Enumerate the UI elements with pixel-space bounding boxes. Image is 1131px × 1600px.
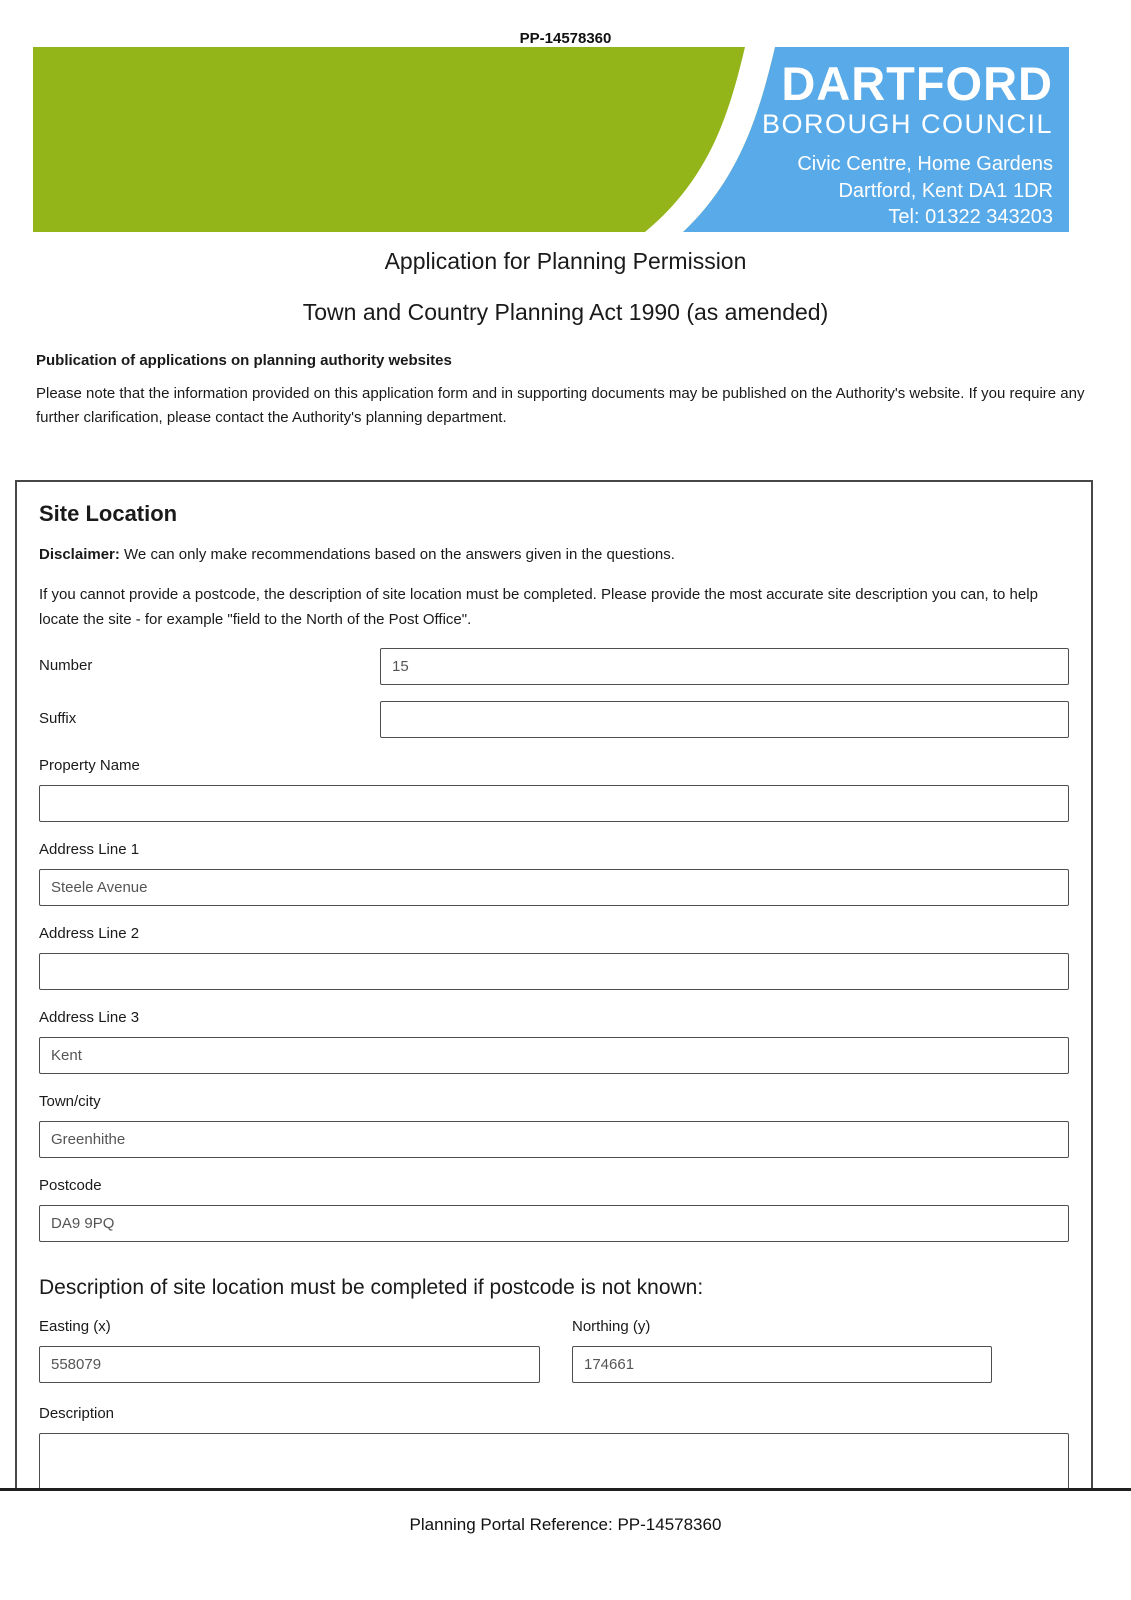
northing-input[interactable] [572, 1346, 992, 1383]
planning-reference-top: PP-14578360 [519, 30, 612, 47]
suffix-row [39, 701, 1069, 738]
council-address-line-2: Dartford, Kent DA1 1DR [838, 179, 1053, 202]
easting-label: Easting (x) [39, 1318, 111, 1335]
description-field [39, 1405, 1069, 1488]
address-line-2-label: Address Line 2 [39, 925, 140, 942]
form-subtitle: Town and Country Planning Act 1990 (as amended) [302, 299, 829, 325]
council-type: BOROUGH COUNCIL [761, 109, 1053, 139]
postcode-field [39, 1177, 1069, 1242]
northing-field [572, 1318, 992, 1383]
town-city-input[interactable] [39, 1121, 1069, 1158]
easting-field [39, 1318, 540, 1383]
suffix-label: Suffix [39, 710, 77, 727]
publication-heading: Publication of applications on planning authority websites [36, 352, 452, 369]
header-banner [33, 47, 1069, 232]
address-line-1-label: Address Line 1 [39, 841, 140, 858]
planning-portal-reference: Planning Portal Reference: PP-14578360 [409, 1515, 722, 1534]
address-line-2-field [39, 925, 1069, 990]
suffix-input[interactable] [380, 701, 1069, 738]
property-name-input[interactable] [39, 785, 1069, 822]
page-divider [0, 1488, 1131, 1491]
form-title: Application for Planning Permission [384, 248, 747, 274]
description-label: Description [39, 1405, 115, 1422]
council-name: DARTFORD [781, 57, 1053, 110]
site-location-section [15, 480, 1093, 1488]
council-address-line-1: Civic Centre, Home Gardens [797, 153, 1053, 175]
address-line-1-field [39, 841, 1069, 906]
address-line-2-input[interactable] [39, 953, 1069, 990]
disclaimer-text [39, 546, 1069, 564]
number-input[interactable] [380, 648, 1069, 685]
property-name-field [39, 757, 1069, 822]
address-line-3-input[interactable] [39, 1037, 1069, 1074]
number-label: Number [39, 657, 93, 674]
description-requirement-heading: Description of site location must be completed if postcode is not known: [39, 1276, 704, 1299]
address-line-1-input[interactable] [39, 869, 1069, 906]
publication-note [36, 352, 1095, 430]
postcode-label: Postcode [39, 1177, 102, 1194]
property-name-label: Property Name [39, 757, 140, 774]
easting-input[interactable] [39, 1346, 540, 1383]
site-location-heading: Site Location [39, 501, 178, 526]
address-line-3-label: Address Line 3 [39, 1009, 140, 1026]
coordinates-row [39, 1318, 1069, 1383]
town-city-label: Town/city [39, 1093, 101, 1110]
site-location-intro: If you cannot provide a postcode, the description of site location must be completed. Please provide the most accurate site description you can, to help locate the site - for example "field to the North of the Post Office". [39, 586, 1038, 628]
disclaimer-label: Disclaimer: [39, 546, 120, 563]
number-row [39, 648, 1069, 685]
postcode-input[interactable] [39, 1205, 1069, 1242]
disclaimer-body: We can only make recommendations based on the answers given in the questions. [124, 546, 675, 563]
council-address-line-3: Tel: 01322 343203 [888, 206, 1053, 229]
council-logo [761, 57, 1053, 231]
description-input[interactable] [39, 1433, 1069, 1488]
town-city-field [39, 1093, 1069, 1158]
northing-label: Northing (y) [572, 1318, 651, 1335]
address-line-3-field [39, 1009, 1069, 1074]
publication-body: Please note that the information provided on this application form and in supporting documents may be published on the Authority's website. If you require any further clarification, please contact the Authority's planning department. [36, 385, 1085, 426]
council-address [762, 151, 1053, 231]
